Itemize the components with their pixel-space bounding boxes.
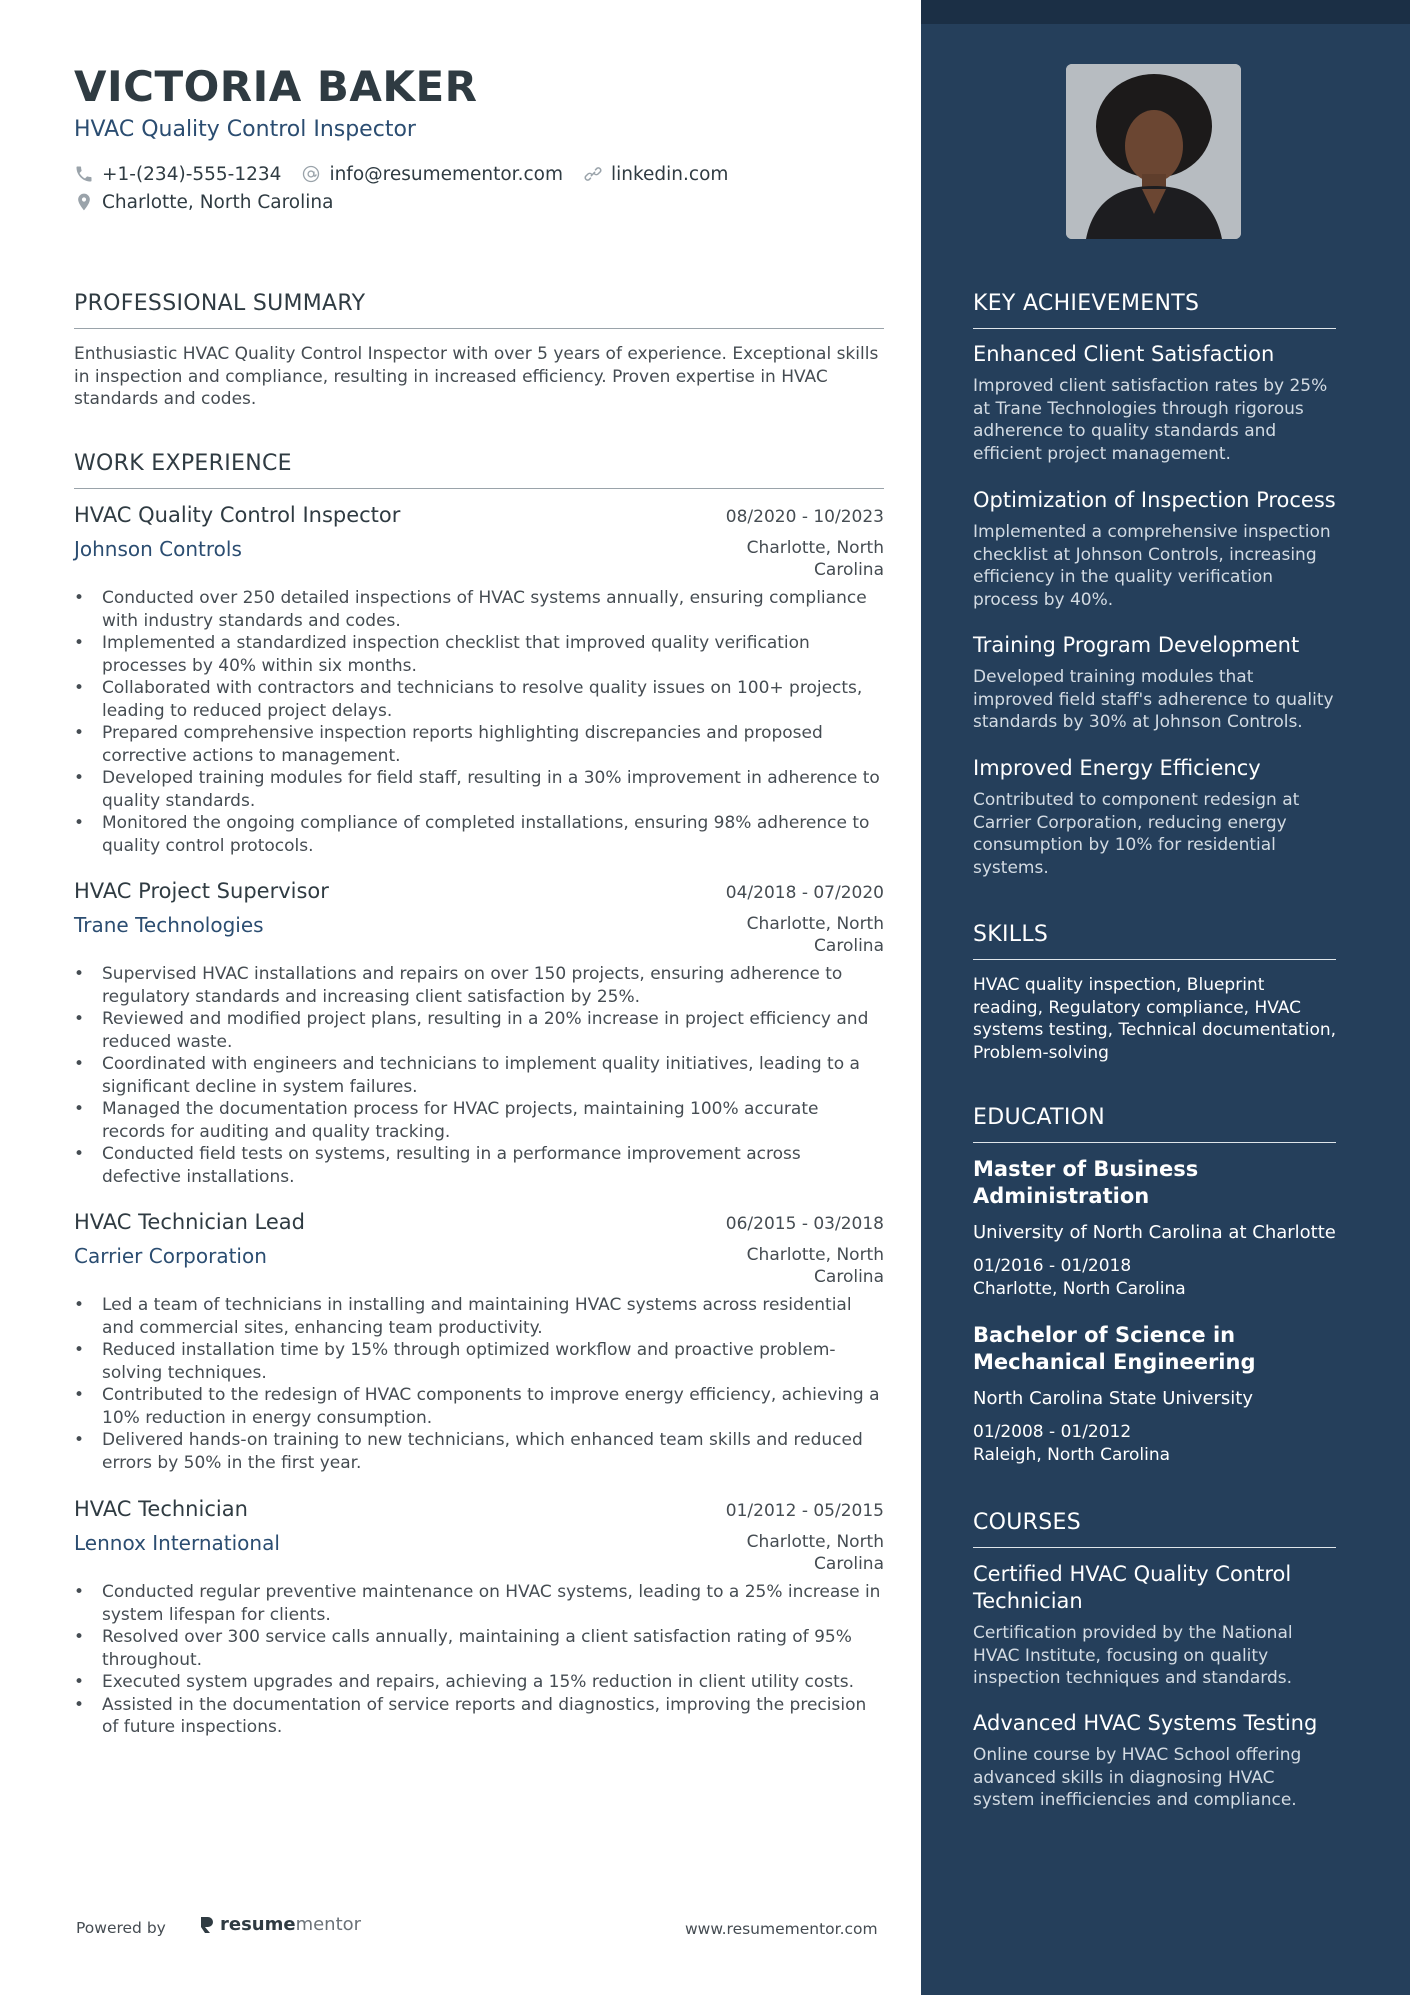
education-school: University of North Carolina at Charlotte [973, 1222, 1336, 1243]
achievement-title: Improved Energy Efficiency [973, 756, 1261, 780]
bullet: • Implemented a standardized inspection checklist that improved quality verification processes by 40% within six months. [74, 632, 884, 677]
achievements-heading: KEY ACHIEVEMENTS [973, 291, 1336, 329]
phone-text: +1-(234)-555-1234 [102, 163, 282, 185]
phone-icon [74, 164, 94, 184]
bullet: • Reviewed and modified project plans, resulting in a 20% increase in project efficiency and reduced waste. [74, 1008, 884, 1053]
contact-info [74, 160, 748, 216]
job-role: HVAC Technician Lead [74, 1210, 306, 1234]
candidate-title: HVAC Quality Control Inspector [74, 117, 416, 142]
achievement-desc: Developed training modules that improved field staff's adherence to quality standards by 30% at Johnson Controls. [973, 667, 1334, 732]
job-role: HVAC Technician [74, 1497, 248, 1521]
job-bullets [74, 963, 884, 1188]
achievement-title: Training Program Development [973, 633, 1300, 657]
achievement-desc: Implemented a comprehensive inspection checklist at Johnson Controls, increasing efficiency in the quality verification process by 40%. [973, 522, 1331, 610]
linkedin-text: linkedin.com [610, 163, 729, 185]
experience-heading: WORK EXPERIENCE [74, 451, 884, 489]
logo-mark-icon [198, 1915, 216, 1935]
course-desc: Online course by HVAC School offering advanced skills in diagnosing HVAC system inefficiencies and compliance. [973, 1745, 1302, 1810]
job-bullets [74, 1294, 884, 1474]
education-location: Charlotte, North Carolina [973, 1278, 1186, 1299]
bullet: • Delivered hands-on training to new technicians, which enhanced team skills and reduced errors by 50% in the first year. [74, 1429, 884, 1474]
logo-text-bold: resume [220, 1914, 296, 1935]
job-entry [74, 879, 884, 1188]
job-entry [74, 1497, 884, 1739]
bullet: • Executed system upgrades and repairs, achieving a 15% reduction in client utility costs. [74, 1671, 884, 1694]
job-bullets [74, 1581, 884, 1739]
achievement-title: Enhanced Client Satisfaction [973, 342, 1275, 366]
bullet: • Reduced installation time by 15% through optimized workflow and proactive problem-solving techniques. [74, 1339, 884, 1384]
course-title: Certified HVAC Quality Control Technician [973, 1562, 1292, 1613]
education-school: North Carolina State University [973, 1388, 1254, 1409]
location-text: Charlotte, North Carolina [102, 191, 334, 213]
job-bullets [74, 587, 884, 857]
profile-photo [1066, 64, 1241, 239]
job-role: HVAC Quality Control Inspector [74, 503, 401, 527]
job-location: Charlotte, North Carolina [746, 538, 884, 580]
skills-heading: SKILLS [973, 922, 1336, 960]
education-degree: Master of Business Administration [973, 1157, 1199, 1208]
education-degree: Bachelor of Science in Mechanical Engineering [973, 1323, 1256, 1374]
bullet: • Collaborated with contractors and technicians to resolve quality issues on 100+ projects, leading to reduced project delays. [74, 677, 884, 722]
bullet: • Monitored the ongoing compliance of completed installations, ensuring 98% adherence to quality control protocols. [74, 812, 884, 857]
job-company: Johnson Controls [74, 537, 242, 561]
course-item [973, 1561, 1338, 1690]
job-entry [74, 1210, 884, 1474]
email-item[interactable] [301, 164, 563, 185]
resumementor-logo[interactable] [198, 1914, 361, 1935]
at-icon [301, 164, 321, 184]
linkedin-item[interactable] [583, 164, 728, 185]
bullet: • Prepared comprehensive inspection reports highlighting discrepancies and proposed corrective actions to management. [74, 722, 884, 767]
education-dates: 01/2016 - 01/2018 [973, 1256, 1132, 1276]
course-item [973, 1710, 1338, 1812]
bullet: • Supervised HVAC installations and repairs on over 150 projects, ensuring adherence to regulatory standards and increasing client satisfaction by 25%. [74, 963, 884, 1008]
achievement-item [973, 487, 1338, 611]
achievement-title: Optimization of Inspection Process [973, 488, 1336, 512]
education-location: Raleigh, North Carolina [973, 1444, 1171, 1465]
job-company: Lennox International [74, 1531, 280, 1555]
job-company: Trane Technologies [74, 913, 264, 937]
job-location: Charlotte, North Carolina [746, 1532, 884, 1574]
bullet: • Contributed to the redesign of HVAC components to improve energy efficiency, achieving a 10% reduction in energy consumption. [74, 1384, 884, 1429]
candidate-name: VICTORIA BAKER [74, 62, 478, 111]
course-title: Advanced HVAC Systems Testing [973, 1711, 1318, 1735]
bullet: • Conducted over 250 detailed inspections of HVAC systems annually, ensuring compliance with industry standards and codes. [74, 587, 884, 632]
education-heading: EDUCATION [973, 1105, 1336, 1143]
achievement-item [973, 632, 1338, 734]
bullet: • Coordinated with engineers and technicians to implement quality initiatives, leading to a significant decline in system failures. [74, 1053, 884, 1098]
course-desc: Certification provided by the National HVAC Institute, focusing on quality inspection techniques and standards. [973, 1623, 1293, 1688]
job-dates: 01/2012 - 05/2015 [725, 1501, 884, 1521]
link-icon [583, 164, 603, 184]
bullet: • Developed training modules for field staff, resulting in a 30% improvement in adherence to quality standards. [74, 767, 884, 812]
person-portrait-icon [1066, 64, 1241, 239]
bullet: • Managed the documentation process for HVAC projects, maintaining 100% accurate records for auditing and quality tracking. [74, 1098, 884, 1143]
education-item [973, 1322, 1338, 1466]
achievement-desc: Improved client satisfaction rates by 25% at Trane Technologies through rigorous adherence to quality standards and efficient project management. [973, 376, 1328, 464]
job-location: Charlotte, North Carolina [746, 914, 884, 956]
bullet: • Assisted in the documentation of service reports and diagnostics, improving the precision of future inspections. [74, 1694, 884, 1739]
job-location: Charlotte, North Carolina [746, 1245, 884, 1287]
skills-text: HVAC quality inspection, Blueprint reading, Regulatory compliance, HVAC systems testing, Technical documentation, Problem-solving [973, 975, 1337, 1063]
summary-heading: PROFESSIONAL SUMMARY [74, 291, 884, 329]
job-entry [74, 503, 884, 857]
location-item [74, 192, 333, 213]
achievement-desc: Contributed to component redesign at Carrier Corporation, reducing energy consumption by 10% for residential systems. [973, 790, 1300, 878]
job-dates: 04/2018 - 07/2020 [725, 883, 884, 903]
powered-by-label: Powered by [76, 1919, 166, 1937]
bullet: • Resolved over 300 service calls annually, maintaining a client satisfaction rating of 95% throughout. [74, 1626, 884, 1671]
email-text: info@resumementor.com [329, 163, 563, 185]
phone-item[interactable] [74, 164, 281, 185]
bullet: • Conducted regular preventive maintenance on HVAC systems, leading to a 25% increase in system lifespan for clients. [74, 1581, 884, 1626]
job-dates: 06/2015 - 03/2018 [725, 1214, 884, 1234]
job-role: HVAC Project Supervisor [74, 879, 329, 903]
location-pin-icon [74, 192, 94, 212]
job-dates: 08/2020 - 10/2023 [725, 507, 884, 527]
achievement-item [973, 341, 1338, 465]
logo-text-light: mentor [295, 1914, 362, 1935]
education-item [973, 1156, 1338, 1300]
footer-url[interactable]: www.resumementor.com [685, 1920, 878, 1938]
achievement-item [973, 755, 1338, 879]
sidebar-top-band [921, 0, 1410, 24]
education-dates: 01/2008 - 01/2012 [973, 1422, 1132, 1442]
bullet: • Conducted field tests on systems, resulting in a performance improvement across defective installations. [74, 1143, 884, 1188]
summary-text: Enthusiastic HVAC Quality Control Inspector with over 5 years of experience. Exceptional skills in inspection and compliance, resulting in increased efficiency. Proven expertise in HVAC standards and codes. [74, 344, 879, 409]
job-company: Carrier Corporation [74, 1244, 267, 1268]
courses-heading: COURSES [973, 1510, 1336, 1548]
bullet: • Led a team of technicians in installing and maintaining HVAC systems across residential and commercial sites, enhancing team productivity. [74, 1294, 884, 1339]
